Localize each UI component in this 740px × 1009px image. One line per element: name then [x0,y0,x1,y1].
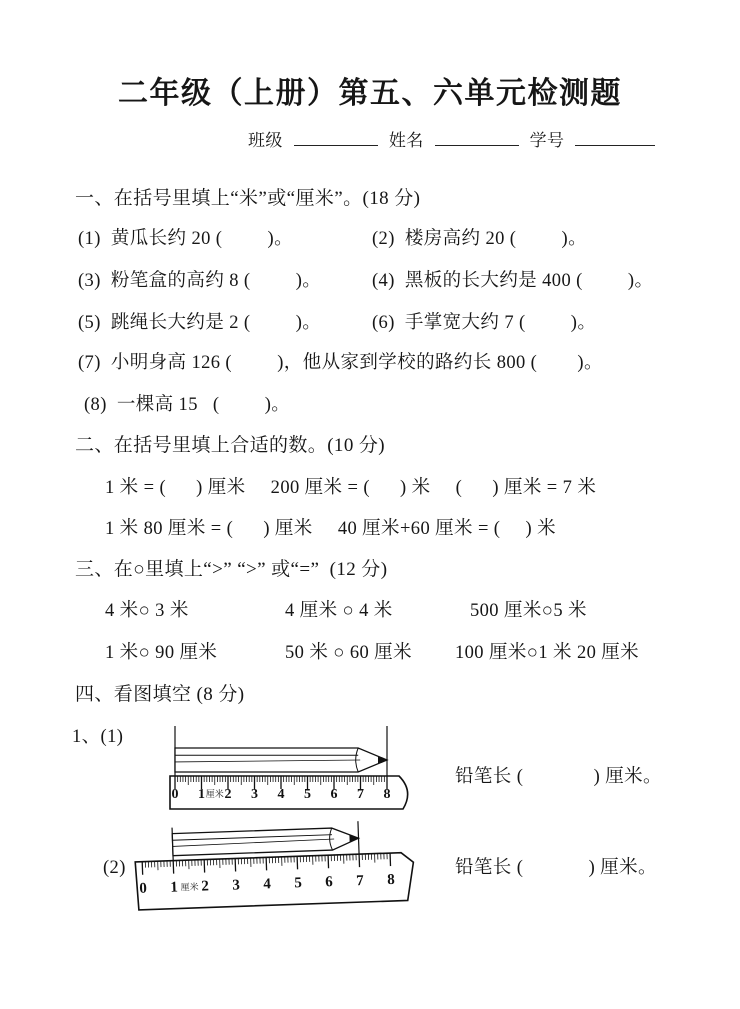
name-label: 姓名 [388,131,424,150]
svg-text:1: 1 [170,879,179,896]
student-id-label: 学号 [529,131,565,150]
svg-text:2: 2 [201,878,210,895]
s1-item-4: (4) 黑板的长大约是 400 ( )。 [372,271,654,291]
svg-text:3: 3 [232,877,241,894]
ruler-pencil-figure-1 [163,718,433,818]
pencil-length-answer-1: 铅笔长 ( ) 厘米。 [455,767,662,787]
svg-text:8: 8 [386,871,396,889]
section2-heading: 二、在括号里填上合适的数。(10 分) [75,435,386,456]
s1-item-1: (1) 黄瓜长约 20 ( )。 [78,229,294,249]
svg-text:2: 2 [224,787,232,802]
class-blank-line [294,132,378,146]
s1-item-7: (7) 小明身高 126 ( )，他从家到学校的路约长 800 ( )。 [78,353,603,373]
class-label: 班级 [248,131,283,150]
svg-text:7: 7 [357,787,364,802]
svg-text:6: 6 [325,874,334,891]
svg-text:6: 6 [330,787,338,802]
pencil-length-answer-2: 铅笔长 ( ) 厘米。 [455,858,657,878]
s1-item-2: (2) 楼房高约 20 ( )。 [372,229,588,249]
svg-text:厘米: 厘米 [180,881,199,893]
svg-text:0: 0 [139,880,148,897]
page-title: 二年级（上册）第五、六单元检测题 [118,76,622,111]
section4-heading: 四、看图填空 (8 分) [75,684,245,705]
s2-line-1: 1 米 = ( ) 厘米 200 厘米 = ( ) 米 ( ) 厘米 = 7 米 [105,478,597,498]
svg-text:7: 7 [355,873,365,890]
svg-text:0: 0 [171,787,179,802]
s1-item-3: (3) 粉笔盒的高约 8 ( )。 [78,271,322,291]
s1-item-8: (8) 一棵高 15 ( )。 [84,395,291,415]
q4-item-1-label: 1、(1) [72,727,124,747]
svg-text:8: 8 [383,787,391,802]
s2-line-2: 1 米 80 厘米 = ( ) 厘米 40 厘米+60 厘米 = ( ) 米 [105,519,556,539]
student-info-row [248,131,655,151]
s1-item-6: (6) 手掌宽大约 7 ( )。 [372,313,597,333]
svg-text:1: 1 [198,787,205,802]
s3-cell-2-2: 50 米 ○ 60 厘米 [285,643,412,663]
s3-cell-1-2: 4 厘米 ○ 4 米 [285,601,393,621]
s3-cell-1-1: 4 米○ 3 米 [105,601,189,621]
ruler-pencil-figure-2 [128,822,438,927]
svg-text:3: 3 [251,787,258,802]
svg-text:厘米: 厘米 [205,789,224,799]
svg-text:4: 4 [277,787,285,802]
s3-cell-1-3: 500 厘米○5 米 [470,601,587,621]
s1-item-5: (5) 跳绳长大约是 2 ( )。 [78,313,322,333]
student-id-blank-line [575,132,655,146]
s3-cell-2-3: 100 厘米○1 米 20 厘米 [455,643,640,663]
name-blank-line [435,132,519,146]
section1-heading: 一、在括号里填上“米”或“厘米”。(18 分) [75,188,421,209]
section3-heading: 三、在○里填上“>” “>” 或“=” (12 分) [75,559,388,580]
svg-text:4: 4 [263,876,272,893]
svg-text:5: 5 [304,787,311,802]
s3-cell-2-1: 1 米○ 90 厘米 [105,643,218,663]
svg-text:5: 5 [294,875,303,892]
q4-item-2-label: (2) [103,858,126,878]
